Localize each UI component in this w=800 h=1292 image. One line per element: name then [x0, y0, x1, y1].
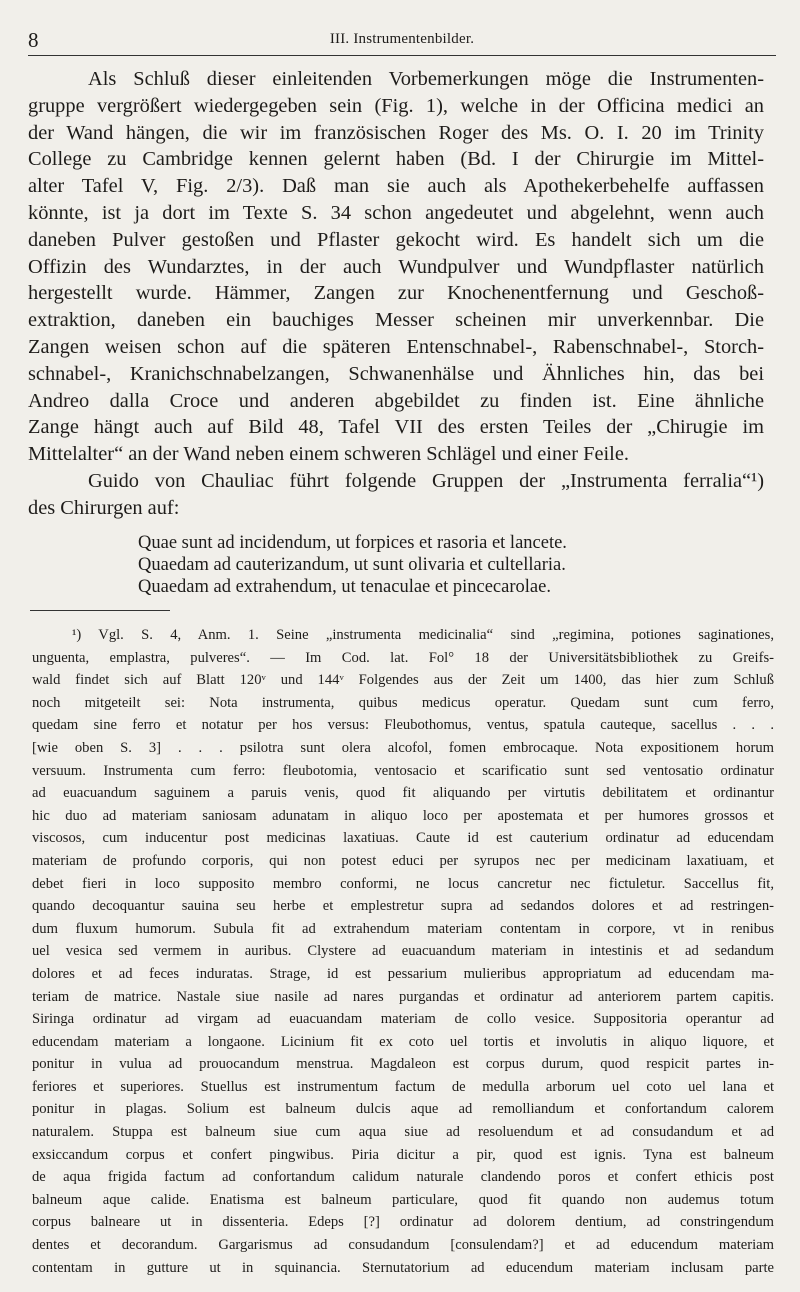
footnote-line: naturalem. Stuppa est balneum siue cum aqua siue ad resoluendum et ad consudandum et ad — [32, 1124, 774, 1141]
footnote-line: ponitur in vulua ad prouocandum menstrua. Magdaleon est corpus durum, quod respicit partes in- — [32, 1056, 774, 1073]
footnote-line: versuum. Instrumenta cum ferro: fleubotomia, ventosacio et scarificatio sunt sed ventosatio ordinatur — [32, 762, 774, 779]
footnote-line: dum fluxum humorum. Subula fit ad extrahendum materiam contentam in corpore, vt in renibus — [32, 920, 774, 937]
footnote-line: de aqua frigida factum ad confortandum calidum naturale clandendo poros et confert ethicis post — [32, 1169, 774, 1186]
quote-line: Quae sunt ad incidendum, ut forpices et rasoria et lancete. — [138, 533, 567, 553]
body-line: Zange hängt auch auf Bild 48, Tafel VII des ersten Teiles der „Chirugie im — [28, 416, 764, 439]
footnote-line: uel vesica sed vermem in auribus. Clystere ad euacuandum materiam in intestinis et ad sedandum — [32, 943, 774, 960]
footnote-line: materiam de profundo corporis, qui non potest educi per syrupos nec per medicinam laxatiuam, et — [32, 852, 774, 869]
footnote-line: viscosos, cum inducentur post medicinas laxatiuas. Caute id est cauterium ordinatur ad educendam — [32, 830, 774, 847]
header-rule — [28, 55, 776, 56]
footnote-line: [wie oben S. 3] . . . psilotra sunt olera alcofol, fomen embrocaque. Nota expositionem horum — [32, 739, 774, 756]
body-line: Zangen weisen schon auf die späteren Entenschnabel-, Rabenschnabel-, Storch- — [28, 335, 764, 358]
footnote-line: dolores et ad feces induratas. Strage, id est pessarium mulieribus appropriatum ad educendam ma- — [32, 965, 774, 982]
footnote-line: wald findet sich auf Blatt 120ᵛ und 144ᵛ Folgendes aus der Zeit um 1400, das hier zum Schluß — [32, 672, 774, 689]
footnote-line: educendam materiam a longaone. Licinium fit ex coto uel tortis et involutis in aliquo liquore, et — [32, 1033, 774, 1050]
main-text — [28, 66, 764, 522]
body-line: Offizin des Wundarztes, in der auch Wundpulver und Wundpflaster natürlich — [28, 255, 764, 278]
footnote-rule — [30, 610, 170, 611]
footnote-line: hic duo ad materiam saniosam adunatam in aliquo loco per apostemata et per humores grossos et — [32, 807, 774, 824]
footnote-line: Siringa ordinatur ad virgam ad euacuandam materiam de collo vesice. Suppositoria operantur ad — [32, 1011, 774, 1028]
quote-block — [138, 532, 698, 598]
body-line: Mittelalter“ an der Wand neben einem schweren Schlägel und einer Feile. — [28, 443, 629, 466]
footnote-line: ¹) Vgl. S. 4, Anm. 1. Seine „instrumenta medicinalia“ sind „regimina, potiones saginationes, — [72, 627, 774, 643]
footnote-line: contentam in gutture ut in squinancia. Sternutatorium ad educendum materiam inclusam parte — [32, 1259, 774, 1276]
footnote-line: ponitur in plagas. Solium est balneum dulcis aque ad remolliandum et confortandum calorem — [32, 1101, 774, 1118]
footnote-line: quando decoquantur sauina seu herbe et emplestretur supra ad sedandos dolores et ad restringen- — [32, 898, 774, 915]
footnote-line: feriores et superiores. Stuellus est instrumentum factum de medulla arborum uel coto uel lana et — [32, 1078, 774, 1095]
footnote-line: quedam sine ferro et notatur per hos versus: Fleubothomus, ventus, spatula cauteque, sacellus . . . — [32, 717, 774, 734]
footnote-line: teriam de matrice. Nastale siue nasile ad nares purgandas et ordinatur ad anteriorem partem capitis. — [32, 988, 774, 1005]
body-line: alter Tafel V, Fig. 2/3). Daß man sie auch als Apothekerbehelfe auffassen — [28, 175, 764, 198]
footnote-line: debet fieri in loco supposito membro conformi, ne locus cancretur nec fictuletur. Saccellus fit, — [32, 875, 774, 892]
footnote-line: noch mitgeteilt sei: Nota instrumenta, quibus medicus operatur. Quedam sunt cum ferro, — [32, 694, 774, 711]
page-header — [28, 22, 776, 50]
body-line: College zu Cambridge kennen gelernt haben (Bd. I der Chirurgie im Mittel- — [28, 148, 764, 171]
body-line: gruppe vergrößert wiedergegeben sein (Fig. 1), welche in der Officina medici an — [28, 94, 764, 117]
body-line: der Wand hängen, die wir im französischen Roger des Ms. O. I. 20 im Trinity — [28, 121, 764, 144]
body-line: könnte, ist ja dort im Texte S. 34 schon angedeutet und abgelehnt, wenn auch — [28, 201, 764, 224]
quote-line: Quaedam ad cauterizandum, ut sunt olivaria et cultellaria. — [138, 555, 566, 575]
footnote-line: corpus balneare ut in dissenteria. Edeps [?] ordinatur ad dolorem dentium, ad constringendum — [32, 1214, 774, 1231]
body-line: Andreo dalla Croce und anderen abgebildet zu finden ist. Eine ähnliche — [28, 389, 764, 412]
body-line: schnabel-, Kranichschnabelzangen, Schwanenhälse und Ähnliches hin, das bei — [28, 362, 764, 385]
body-line: Als Schluß dieser einleitenden Vorbemerkungen möge die Instrumenten- — [88, 68, 764, 90]
body-line: extraktion, daneben ein bauchiges Messer scheinen mir unverkennbar. Die — [28, 309, 764, 332]
body-line: des Chirurgen auf: — [28, 496, 180, 519]
body-line: Guido von Chauliac führt folgende Gruppen der „Instrumenta ferralia“¹) — [88, 469, 764, 492]
footnote-line: unguenta, emplastra, pulveres“. — Im Cod. lat. Fol° 18 der Universitätsbibliothek zu Greifs- — [32, 649, 774, 666]
body-line: daneben Pulver gestoßen und Pflaster gekocht wird. Es handelt sich um die — [28, 228, 764, 251]
footnote-line: ad euacuandum saguinem a paruis venis, quod fit aliquando per virtutis debilitatem et ordinantur — [32, 785, 774, 802]
footnote-line: dentes et decorandum. Gargarismus ad consudandum [consulendam?] et ad educendum materiam — [32, 1237, 774, 1254]
running-head: III. Instrumentenbilder. — [329, 31, 475, 47]
footnote-line: exsiccandum corpus et confert pingwibus. Piria dicitur a pir, quod est ignis. Tyna est balneum — [32, 1146, 774, 1163]
page-number: 8 — [28, 28, 39, 52]
body-line: hergestellt wurde. Hämmer, Zangen zur Knochenentfernung und Geschoß- — [28, 282, 764, 305]
quote-line: Quaedam ad extrahendum, ut tenaculae et pincecarolae. — [138, 577, 551, 597]
footnote — [32, 624, 774, 1279]
footnote-line: balneum aque calide. Enatisma est balneum particulare, quod fit quando non audemus totum — [32, 1191, 774, 1208]
